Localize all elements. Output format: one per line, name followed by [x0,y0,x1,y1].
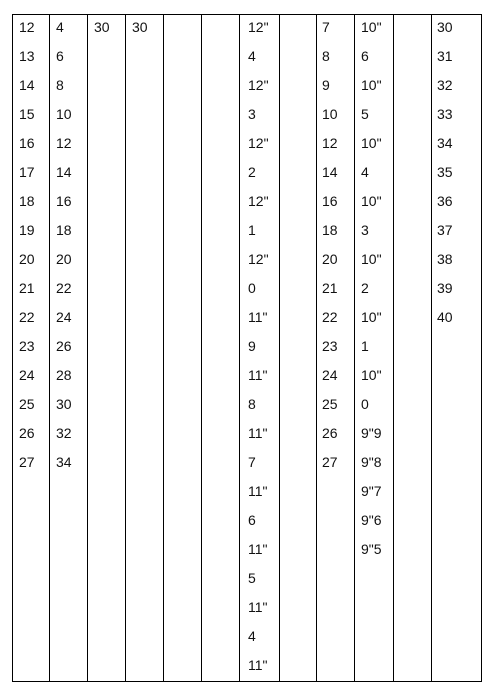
column-divider [354,15,355,681]
table-cell: 12 [322,135,338,151]
table-cell: 30 [437,19,453,35]
column-divider [163,15,164,681]
table-cell: 26 [19,425,35,441]
table-cell: 26 [322,425,338,441]
table-cell: 32 [437,77,453,93]
column-3 [94,13,110,42]
table-cell: 3 [248,106,256,122]
table-cell: 14 [19,77,35,93]
table-cell: 9 [322,77,330,93]
table-cell: 16 [56,193,72,209]
column-2 [56,13,72,477]
table-cell: 24 [19,367,35,383]
table-cell: 22 [322,309,338,325]
column-divider [201,15,202,681]
table-cell: 8 [56,77,64,93]
table-cell: 19 [19,222,35,238]
table-cell: 8 [322,48,330,64]
table-cell: 4 [56,19,64,35]
table-cell: 10" [361,193,382,209]
table-cell: 22 [56,280,72,296]
table-cell: 0 [361,396,369,412]
table-cell: 15 [19,106,35,122]
table-cell: 30 [132,19,148,35]
table-cell: 18 [322,222,338,238]
table-cell: 31 [437,48,453,64]
table-cell: 10" [361,77,382,93]
table-cell: 11" [248,367,268,383]
column-divider [239,15,240,681]
table-cell: 16 [19,135,35,151]
table-cell: 6 [56,48,64,64]
table-cell: 10 [322,106,338,122]
table-cell: 36 [437,193,453,209]
table-cell: 18 [56,222,72,238]
table-cell: 18 [19,193,35,209]
table-cell: 25 [322,396,338,412]
column-10 [361,13,382,564]
table-cell: 30 [56,396,72,412]
table-cell: 11" [248,541,268,557]
table-cell: 17 [19,164,35,180]
table-cell: 21 [19,280,35,296]
column-divider [393,15,394,681]
table-cell: 11" [248,483,268,499]
table-cell: 11" [248,309,268,325]
table-cell: 11" [248,599,268,615]
table-cell: 11" [248,657,268,673]
column-divider [279,15,280,681]
table-cell: 24 [56,309,72,325]
table-cell: 6 [248,512,256,528]
table-cell: 12" [248,193,269,209]
table-cell: 7 [248,454,256,470]
table-cell: 12" [248,77,269,93]
table-cell: 12 [19,19,35,35]
table-cell: 10" [361,135,382,151]
table-cell: 20 [322,251,338,267]
table-cell: 24 [322,367,338,383]
table-cell: 27 [19,454,35,470]
table-cell: 26 [56,338,72,354]
table-cell: 10" [361,251,382,267]
table-cell: 1 [248,222,256,238]
size-table [12,14,482,682]
table-cell: 6 [361,48,369,64]
table-cell: 9"7 [361,483,382,499]
table-cell: 25 [19,396,35,412]
column-12 [437,13,453,332]
table-cell: 27 [322,454,338,470]
column-9 [322,13,338,477]
table-cell: 21 [322,280,338,296]
table-cell: 10" [361,309,382,325]
table-cell: 20 [19,251,35,267]
table-cell: 14 [322,164,338,180]
table-cell: 9 [248,338,256,354]
table-cell: 0 [248,280,256,296]
table-cell: 34 [437,135,453,151]
table-cell: 32 [56,425,72,441]
table-cell: 8 [248,396,256,412]
column-4 [132,13,148,42]
table-cell: 20 [56,251,72,267]
table-cell: 12" [248,135,269,151]
table-cell: 5 [248,570,256,586]
table-cell: 12 [56,135,72,151]
table-cell: 12" [248,19,269,35]
table-cell: 40 [437,309,453,325]
table-cell: 9"9 [361,425,382,441]
column-divider [49,15,50,681]
table-cell: 2 [361,280,369,296]
column-divider [125,15,126,681]
table-cell: 10" [361,19,382,35]
table-cell: 3 [361,222,369,238]
table-cell: 37 [437,222,453,238]
column-7 [248,13,269,680]
table-cell: 7 [322,19,330,35]
table-cell: 23 [19,338,35,354]
table-cell: 10" [361,367,382,383]
column-divider [87,15,88,681]
table-cell: 38 [437,251,453,267]
table-cell: 35 [437,164,453,180]
column-divider [316,15,317,681]
table-cell: 5 [361,106,369,122]
table-cell: 16 [322,193,338,209]
table-cell: 4 [361,164,369,180]
table-cell: 1 [361,338,369,354]
table-cell: 9"5 [361,541,382,557]
table-cell: 30 [94,19,110,35]
table-cell: 11" [248,425,268,441]
table-cell: 4 [248,628,256,644]
table-cell: 34 [56,454,72,470]
table-cell: 22 [19,309,35,325]
table-cell: 9"8 [361,454,382,470]
table-cell: 9"6 [361,512,382,528]
table-cell: 10 [56,106,72,122]
table-cell: 12" [248,251,269,267]
table-cell: 13 [19,48,35,64]
table-cell: 2 [248,164,256,180]
table-cell: 23 [322,338,338,354]
table-cell: 39 [437,280,453,296]
table-cell: 33 [437,106,453,122]
table-cell: 28 [56,367,72,383]
table-cell: 14 [56,164,72,180]
column-1 [19,13,35,477]
table-cell: 4 [248,48,256,64]
column-divider [431,15,432,681]
